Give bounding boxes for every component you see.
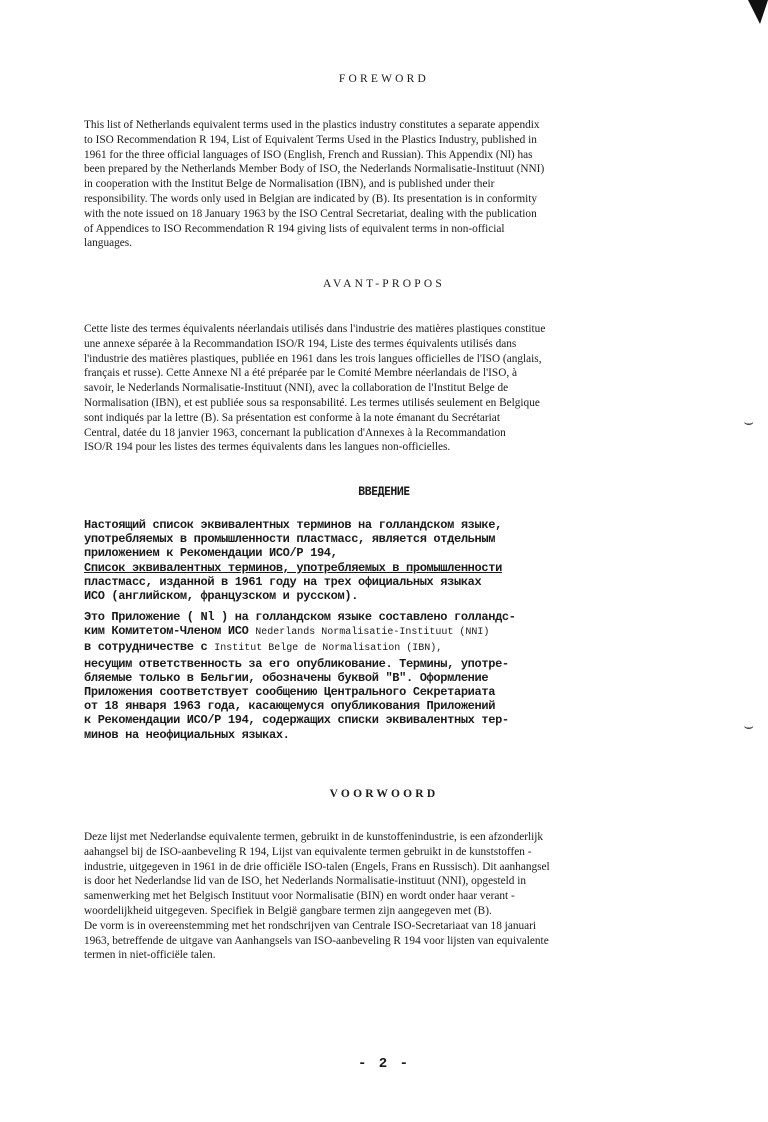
foreword-line: to ISO Recommendation R 194, List of Equivalent Terms Used in the Plastics Industry, published in xyxy=(84,133,537,146)
foreword-line: responsibility. The words only used in Belgian are indicated by (B). Its presentation is in conformity xyxy=(84,192,538,205)
vvedenie-paragraph-1 xyxy=(84,518,644,603)
margin-tick-mark: ⌣ xyxy=(743,716,754,735)
voorwoord-line: woordelijkheid uitgegeven. Specifiek in België gangbare termen zijn aangegeven met (B). xyxy=(84,904,492,917)
vvedenie-line: бляемые только в Бельгии, обозначены буквой "В". Оформление xyxy=(84,670,489,685)
vvedenie-line: Приложения соответствует сообщению Центрального Секретариата xyxy=(84,685,496,700)
voorwoord-line: termen in niet-officiële talen. xyxy=(84,949,216,962)
vvedenie-paragraph-2 xyxy=(84,610,644,742)
avant-propos-line: Central, datée du 18 janvier 1963, concernant la publication d'Annexes à la Recommandation xyxy=(84,426,506,439)
voorwoord-line: is door het Nederlandse lid van de ISO, het Nederlands Normalisatie-instituut (NNI), opgesteld in xyxy=(84,875,527,888)
avant-propos-line: Cette liste des termes équivalents néerlandais utilisés dans l'industrie des matières plastiques constitue xyxy=(84,323,546,335)
ibn-name: Institut Belge de Normalisation (IBN), xyxy=(214,643,443,655)
foreword-line: languages. xyxy=(84,237,132,250)
vvedenie-line: от 18 января 1963 года, касающемуся опубликования Приложений xyxy=(84,699,496,714)
voorwoord-line: industrie, uitgegeven in 1961 in de drie officiële ISO-talen (Engels, Frans en Russisch). Dit aanhangsel xyxy=(84,860,550,873)
vvedenie-line: употребляемых в промышленности пластмасс, является отдельным xyxy=(84,532,496,547)
vvedenie-line-with-org xyxy=(84,640,644,656)
vvedenie-line: Настоящий список эквивалентных терминов на голландском языке, xyxy=(84,518,502,532)
foreword-line: 1961 for the three official languages of ISO (English, French and Russian). This Appendix (Nl) has xyxy=(84,148,533,161)
avant-propos-line: français et russe). Cette Annexe Nl a été préparée par le Comité Membre néerlandais de l'ISO, à xyxy=(84,367,518,380)
avant-propos-line: savoir, le Nederlands Normalisatie-Instituut (NNI), avec la collaboration de l'Institut Belge de xyxy=(84,382,509,395)
foreword-line: This list of Netherlands equivalent terms used in the plastics industry constitutes a separate appendix xyxy=(84,119,540,131)
vvedenie-line-underlined: Список эквивалентных терминов, употребляемых в промышленности xyxy=(84,560,502,575)
voorwoord-line: samenwerking met het Belgisch Instituut voor Normalisatie (BIN) en wordt onder haar verant - xyxy=(84,890,515,903)
voorwoord-line: aahangsel bij de ISO-aanbeveling R 194, Lijst van equivalente termen gebruikt in de kunststoffen - xyxy=(84,845,532,858)
vvedenie-line: ИСО (английском, французском и русском). xyxy=(84,589,359,604)
nni-name: Nederlands Normalisatie-Instituut (NNI) xyxy=(255,627,490,639)
avant-propos-line: Normalisation (IBN), et est publiée sous sa responsabilité. Les termes utilisés seulement en Belgique xyxy=(84,396,540,409)
voorwoord-line: 1963, betreffende de uitgave van Aanhangsels van ISO-aanbeveling R 194 voor lijsten van equivalente xyxy=(84,934,549,947)
vvedenie-line: несущим ответственность за его опубликование. Термины, употре- xyxy=(84,656,509,671)
avant-propos-line: sont indiqués par la lettre (B). Sa présentation est conforme à la note émanant du Secrétariat xyxy=(84,411,500,424)
vvedenie-heading: ВВЕДЕНИЕ xyxy=(358,484,410,498)
foreword-line: of Appendices to ISO Recommendation R 194 giving lists of equivalent terms in non-official xyxy=(84,222,505,235)
foreword-line: been prepared by the Netherlands Member Body of ISO, the Nederlands Normalisatie-Instituut (NNI) xyxy=(84,163,545,176)
foreword-line: with the note issued on 18 January 1963 by the ISO Central Secretariat, dealing with the publication xyxy=(84,207,537,220)
voorwoord-line: De vorm is in overeenstemming met het rondschrijven van Centrale ISO-Secretariaat van 18 januari xyxy=(84,919,537,932)
vvedenie-line: Это Приложение ( Nl ) на голландском языке составлено голландс- xyxy=(84,610,516,624)
avant-propos-paragraph xyxy=(84,322,628,455)
page-number: - 2 - xyxy=(357,1056,410,1072)
vvedenie-text: ким Комитетом-Членом ИСО xyxy=(84,624,249,639)
avant-propos-line: une annexe séparée à la Recommandation ISO/R 194, Liste des termes équivalents utilisés dans xyxy=(84,337,517,350)
avant-propos-heading: AVANT-PROPOS xyxy=(323,278,445,290)
vvedenie-text: в сотрудничестве с xyxy=(84,640,208,655)
vvedenie-line: приложением к Рекомендации ИСО/Р 194, xyxy=(84,546,338,561)
voorwoord-line: Deze lijst met Nederlandse equivalente termen, gebruikt in de kunstoffenindustrie, is een afzonderlijk xyxy=(84,831,544,843)
foreword-line: in cooperation with the Institut Belge de Normalisation (IBN), and is published under their xyxy=(84,178,495,191)
voorwoord-paragraph xyxy=(84,830,628,963)
corner-mark xyxy=(748,0,768,24)
margin-tick-mark: ⌣ xyxy=(743,412,754,431)
avant-propos-line: ISO/R 194 pour les listes des termes équivalents dans les langues non-officielles. xyxy=(84,441,451,454)
vvedenie-line: пластмасс, изданной в 1961 году на трех официальных языках xyxy=(84,574,482,589)
vvedenie-line-with-org xyxy=(84,624,644,640)
foreword-heading: FOREWORD xyxy=(338,73,430,85)
vvedenie-line: минов на неофициальных языках. xyxy=(84,727,290,742)
vvedenie-line: к Рекомендации ИСО/Р 194, содержащих списки эквивалентных тер- xyxy=(84,713,509,728)
voorwoord-heading: VOORWOORD xyxy=(329,788,439,800)
foreword-paragraph xyxy=(84,118,628,251)
avant-propos-line: l'industrie des matières plastiques, publiée en 1961 dans les trois langues officielles de l'ISO (anglais, xyxy=(84,352,542,365)
